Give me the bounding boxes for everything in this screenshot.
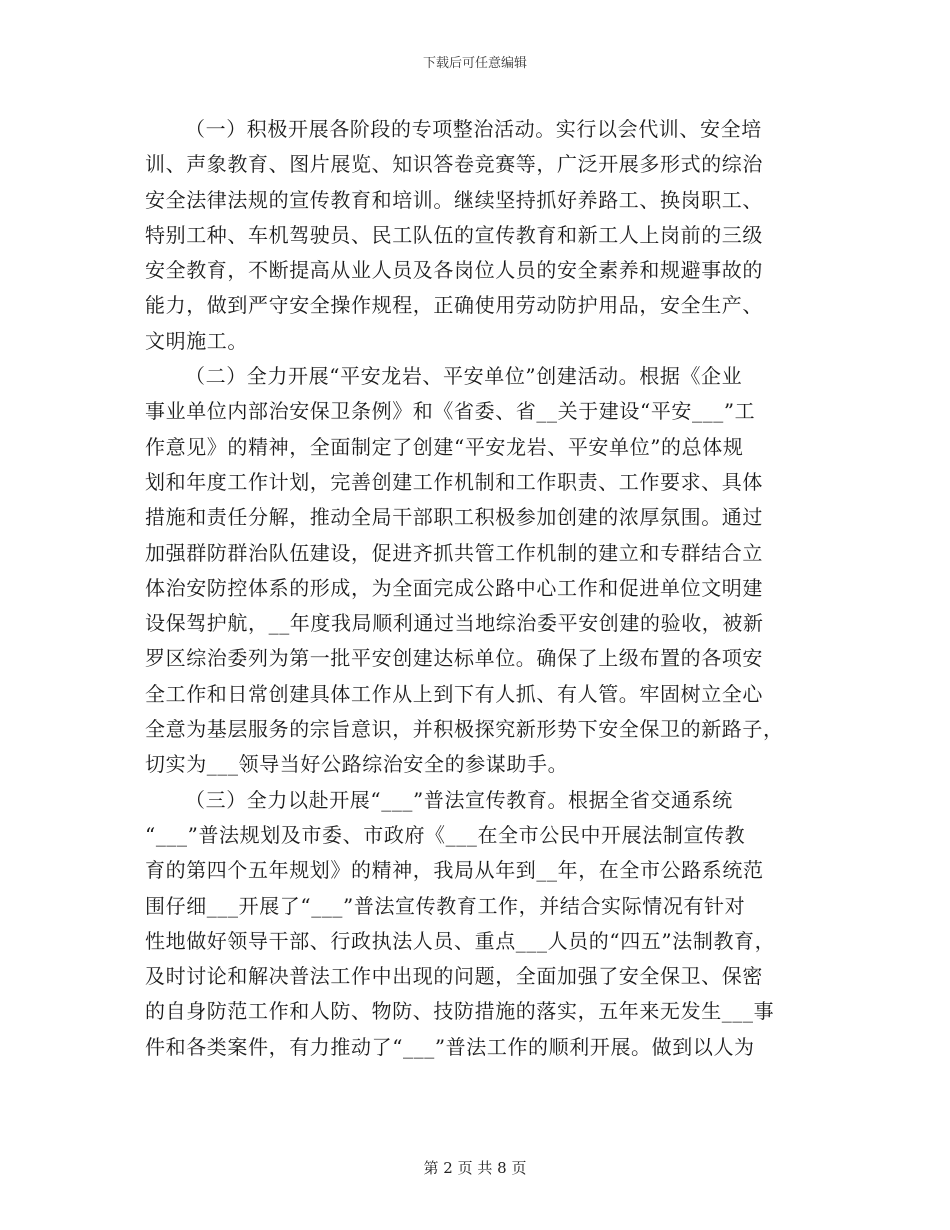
paragraph-line: 的自身防范工作和人防、物防、技防措施的落实，五年来无发生___事 <box>145 999 775 1024</box>
paragraph-line: 及时讨论和解决普法工作中出现的问题，全面加强了安全保卫、保密 <box>145 964 763 989</box>
paragraph-line: 全意为基层服务的宗旨意识，并积极探究新形势下安全保卫的新路子， <box>145 717 784 742</box>
paragraph-line: 件和各类案件，有力推动了“___”普法工作的顺利开展。做到以人为 <box>145 1034 755 1059</box>
paragraph-line: 罗区综治委列为第一批平安创建达标单位。确保了上级布置的各项安 <box>145 646 763 671</box>
paragraph-line: 安全教育，不断提高从业人员及各岗位人员的安全素养和规避事故的 <box>145 258 763 283</box>
paragraph-line: 作意见》的精神，全面制定了创建“平安龙岩、平安单位”的总体规 <box>145 434 744 459</box>
paragraph-line: 全工作和日常创建具体工作从上到下有人抓、有人管。牢固树立全心 <box>145 681 763 706</box>
paragraph-line: 切实为___领导当好公路综治安全的参谋助手。 <box>145 752 569 777</box>
paragraph-line: 安全法律法规的宣传教育和培训。继续坚持抓好养路工、换岗职工、 <box>145 187 763 212</box>
paragraph-line: 加强群防群治队伍建设，促进齐抓共管工作机制的建立和专群结合立 <box>145 540 763 565</box>
paragraph-line: （二）全力开展“平安龙岩、平安单位”创建活动。根据《企业 <box>185 364 743 389</box>
paragraph-line: “___”普法规划及市委、市政府《___在全市公民中开展法制宣传教 <box>145 822 746 847</box>
paragraph-line: 划和年度工作计划，完善创建工作机制和工作职责、工作要求、具体 <box>145 469 763 494</box>
paragraph-line: 训、声象教育、图片展览、知识答卷竞赛等，广泛开展多形式的综治 <box>145 152 763 177</box>
page-footer: 第 2 页 共 8 页 <box>423 1159 527 1177</box>
paragraph-line: 特别工种、车机驾驶员、民工队伍的宣传教育和新工人上岗前的三级 <box>145 222 763 247</box>
page-header: 下载后可任意编辑 <box>422 56 527 71</box>
paragraph-line: 文明施工。 <box>145 328 248 353</box>
paragraph-line: 事业单位内部治安保卫条例》和《省委、省__关于建设“平安___”工 <box>145 399 756 424</box>
paragraph-line: 围仔细___开展了“___”普法宣传教育工作，并结合实际情况有针对 <box>145 893 746 918</box>
paragraph-line: 措施和责任分解，推动全局干部职工积极参加创建的浓厚氛围。通过 <box>145 505 763 530</box>
paragraph-line: 体治安防控体系的形成，为全面完成公路中心工作和促进单位文明建 <box>145 575 763 600</box>
paragraph-line: 能力，做到严守安全操作规程，正确使用劳动防护用品，安全生产、 <box>145 293 763 318</box>
paragraph-line: （三）全力以赴开展“___”普法宣传教育。根据全省交通系统 <box>185 787 733 812</box>
paragraph-line: 设保驾护航，__年度我局顺利通过当地综治委平安创建的验收，被新 <box>145 611 764 636</box>
document-body <box>145 112 815 1065</box>
paragraph-line: 育的第四个五年规划》的精神，我局从年到__年，在全市公路系统范 <box>145 858 764 883</box>
paragraph-line: （一）积极开展各阶段的专项整治活动。实行以会代训、安全培 <box>185 117 762 141</box>
paragraph-line: 性地做好领导干部、行政执法人员、重点___人员的“四五”法制教育， <box>145 928 776 953</box>
